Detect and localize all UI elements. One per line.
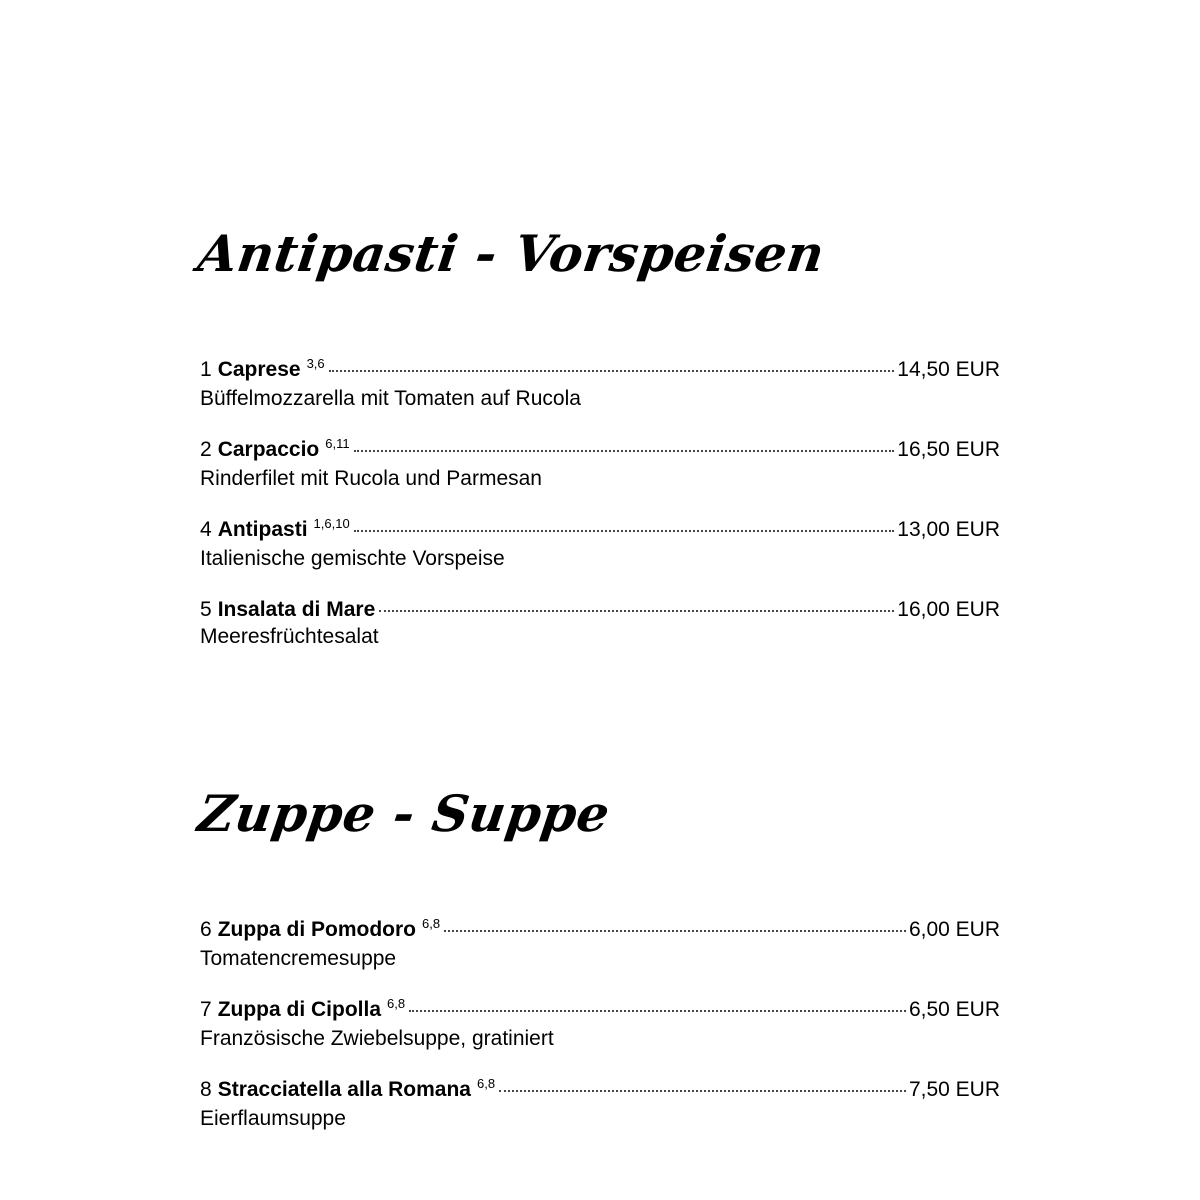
dot-leader	[354, 450, 895, 452]
menu-item-line	[200, 596, 1000, 623]
item-price: 16,50 EUR	[897, 438, 1000, 461]
item-price: 6,50 EUR	[908, 998, 1000, 1021]
item-name: Zuppa di Pomodoro	[217, 918, 416, 941]
item-name: Caprese	[217, 358, 301, 381]
item-description: Eierflaumsuppe	[200, 1107, 346, 1130]
dot-leader	[379, 610, 894, 612]
menu-item-zuppa-di-cipolla	[200, 996, 1000, 1076]
item-description: Büffelmozzarella mit Tomaten auf Rucola	[200, 387, 581, 410]
item-number: 5	[200, 598, 212, 621]
menu-item-stracciatella	[200, 1076, 1000, 1156]
dot-leader	[444, 930, 906, 932]
item-allergens: 6,8	[476, 1076, 496, 1091]
item-allergens: 3,6	[306, 356, 325, 371]
item-description: Italienische gemischte Vorspeise	[200, 547, 505, 570]
item-name: Carpaccio	[217, 438, 320, 461]
menu-item-line	[200, 516, 1000, 545]
menu-item-list	[200, 916, 1000, 1156]
item-number: 6	[200, 918, 212, 941]
item-price: 14,50 EUR	[897, 358, 1000, 381]
menu-item-caprese	[200, 356, 1000, 436]
menu-item-line	[200, 916, 1000, 945]
item-price: 6,00 EUR	[908, 918, 1000, 941]
item-number: 2	[200, 438, 212, 461]
item-number: 1	[200, 358, 212, 381]
item-name: Zuppa di Cipolla	[217, 998, 382, 1021]
menu-item-insalata-di-mare	[200, 596, 1000, 676]
item-allergens: 6,8	[387, 996, 406, 1011]
menu-item-line	[200, 356, 1000, 385]
menu-item-carpaccio	[200, 436, 1000, 516]
dot-leader	[329, 370, 895, 372]
item-allergens: 6,11	[325, 436, 350, 451]
menu-item-zuppa-di-pomodoro	[200, 916, 1000, 996]
item-number: 4	[200, 518, 212, 541]
dot-leader	[499, 1090, 906, 1092]
section-antipasti	[194, 222, 1000, 676]
item-allergens: 1,6,10	[313, 516, 350, 531]
section-title: Zuppe - Suppe	[194, 784, 614, 843]
menu-item-line	[200, 436, 1000, 465]
item-price: 13,00 EUR	[897, 518, 1000, 541]
section-title: Antipasti - Vorspeisen	[194, 224, 829, 283]
item-allergens: 6,8	[422, 916, 441, 931]
item-price: 7,50 EUR	[908, 1078, 1000, 1101]
dot-leader	[354, 530, 895, 532]
item-description: Rinderfilet mit Rucola und Parmesan	[200, 467, 542, 490]
item-number: 8	[200, 1078, 212, 1101]
section-zuppe	[194, 782, 1000, 1156]
item-number: 7	[200, 998, 212, 1021]
menu-item-line	[200, 996, 1000, 1025]
item-description: Meeresfrüchtesalat	[200, 625, 379, 648]
item-name: Insalata di Mare	[217, 598, 376, 621]
menu-item-line	[200, 1076, 1000, 1105]
menu-item-list	[200, 356, 1000, 676]
dot-leader	[409, 1010, 906, 1012]
item-name: Antipasti	[217, 518, 308, 541]
item-description: Französische Zwiebelsuppe, gratiniert	[200, 1027, 554, 1050]
item-description: Tomatencremesuppe	[200, 947, 397, 970]
menu-item-antipasti	[200, 516, 1000, 596]
item-name: Stracciatella alla Romana	[217, 1078, 471, 1101]
item-price: 16,00 EUR	[897, 598, 1000, 621]
